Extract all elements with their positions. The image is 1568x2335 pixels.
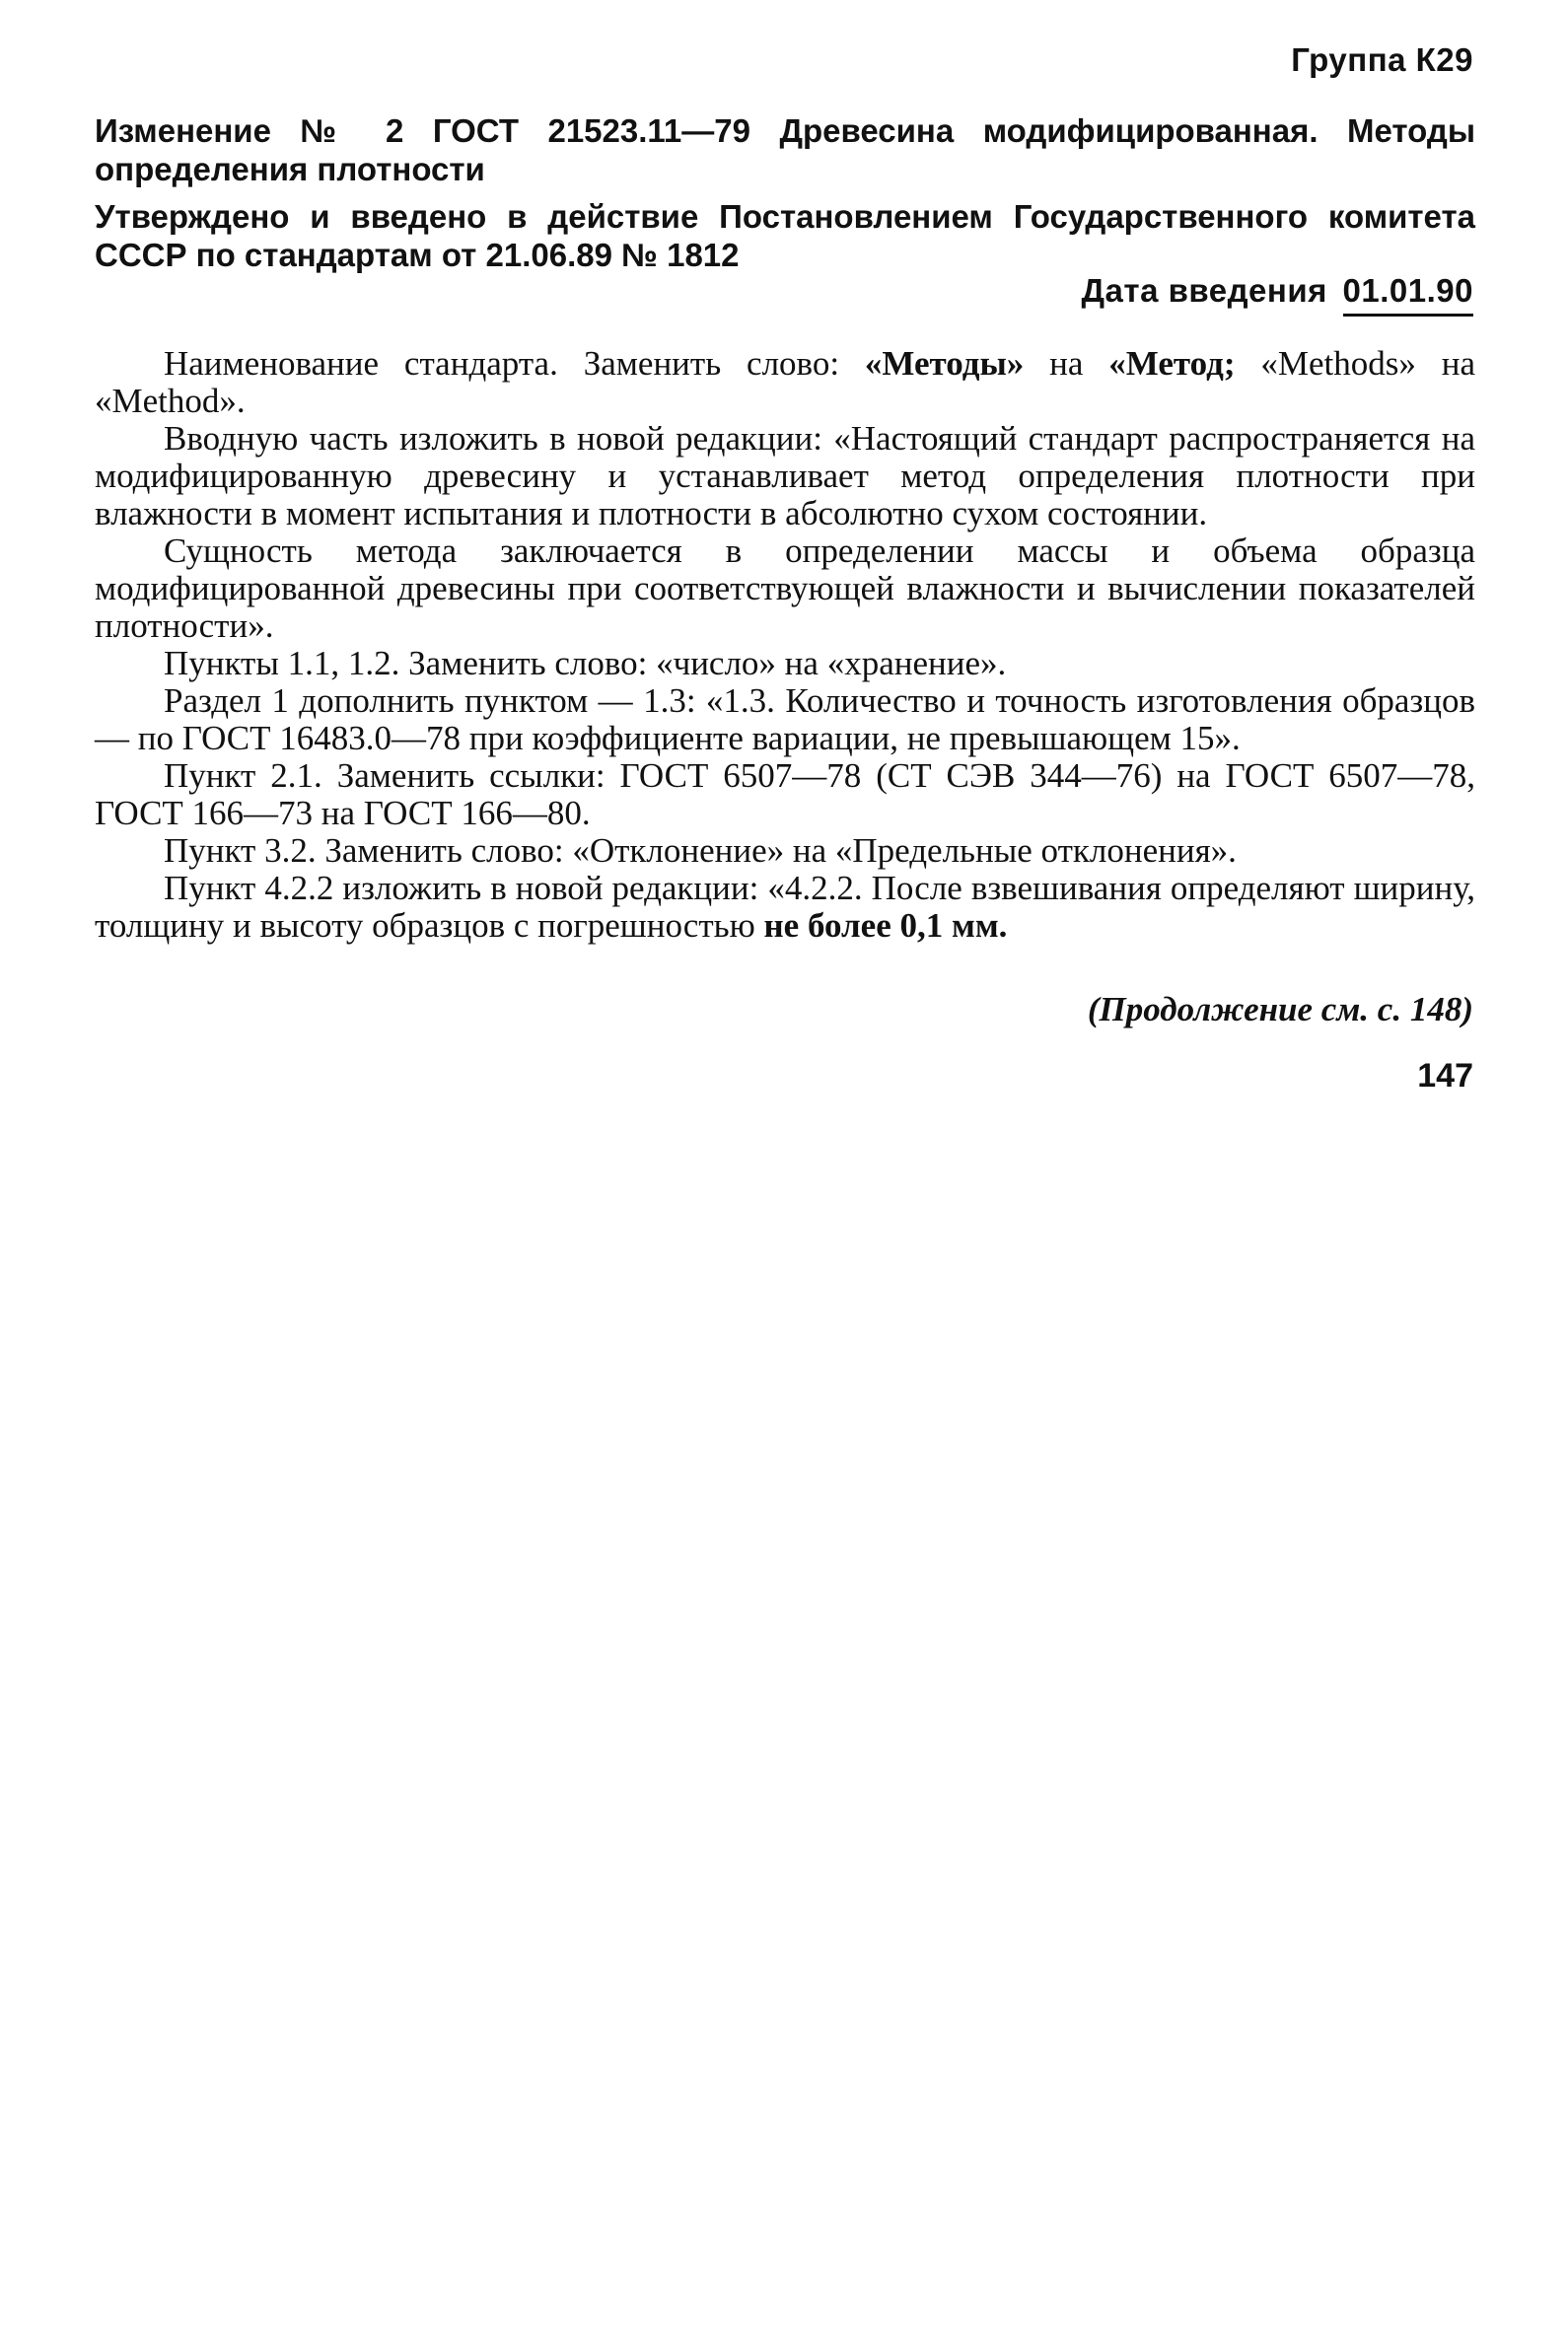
- p8-start: Пункт 4.2.2 изложить в новой редакции: «4.2.2. После взвешивания определяют ширину, толщину и высоту образцов с погрешностью: [95, 869, 1475, 945]
- p1-bold-method: «Метод;: [1108, 344, 1236, 383]
- p1-start: Наименование стандарта. Заменить слово:: [164, 344, 865, 383]
- paragraph-method-essence: Сущность метода заключается в определении массы и объема образца модифицированной древесины при соответствующей влажности и вычислении показателей плотности».: [95, 531, 1475, 645]
- paragraph-item-4-2-2: [95, 870, 1475, 945]
- amendment-body: [95, 345, 1475, 945]
- p1-end: «Methods» на «Method».: [95, 344, 1475, 420]
- date-value: 01.01.90: [1343, 272, 1473, 317]
- group-code: Группа К29: [1291, 41, 1473, 78]
- page-number: 147: [1417, 1057, 1473, 1095]
- paragraph-introduction: Вводную часть изложить в новой редакции: «Настоящий стандарт распространяется на модифицированную древесину и устанавливает метод определения плотности при влажности в момент испытания и плотности в абсолютно сухом состоянии.: [95, 419, 1475, 532]
- paragraph-items-1-1-1-2: Пункты 1.1, 1.2. Заменить слово: «число» на «хранение».: [164, 644, 1007, 682]
- paragraph-section-1: Раздел 1 дополнить пунктом — 1.3: «1.3. Количество и точность изготовления образцов — по ГОСТ 16483.0—78 при коэффициенте вариации, не превышающем 15».: [95, 681, 1475, 757]
- amendment-title: Изменение № 2 ГОСТ 21523.11—79 Древесина модифицированная. Методы определения плотности: [95, 112, 1475, 187]
- p1-bold-methods: «Методы»: [864, 344, 1025, 383]
- p1-mid: на: [1024, 344, 1109, 383]
- paragraph-item-3-2: Пункт 3.2. Заменить слово: «Отклонение» на «Предельные отклонения».: [164, 831, 1237, 870]
- paragraph-item-2-1: Пункт 2.1. Заменить ссылки: ГОСТ 6507—78 (СТ СЭВ 344—76) на ГОСТ 6507—78, ГОСТ 166—73 на ГОСТ 166—80.: [95, 756, 1475, 832]
- approval-statement: Утверждено и введено в действие Постановлением Государственного комитета СССР по стандартам от 21.06.89 № 1812: [95, 198, 1475, 273]
- p8-bold: не более 0,1 мм.: [763, 906, 1008, 945]
- paragraph-standard-name: [95, 345, 1475, 420]
- continuation-note: (Продолжение см. с. 148): [1087, 990, 1473, 1028]
- date-label: Дата введения: [1081, 272, 1327, 309]
- effective-date: [1082, 272, 1473, 317]
